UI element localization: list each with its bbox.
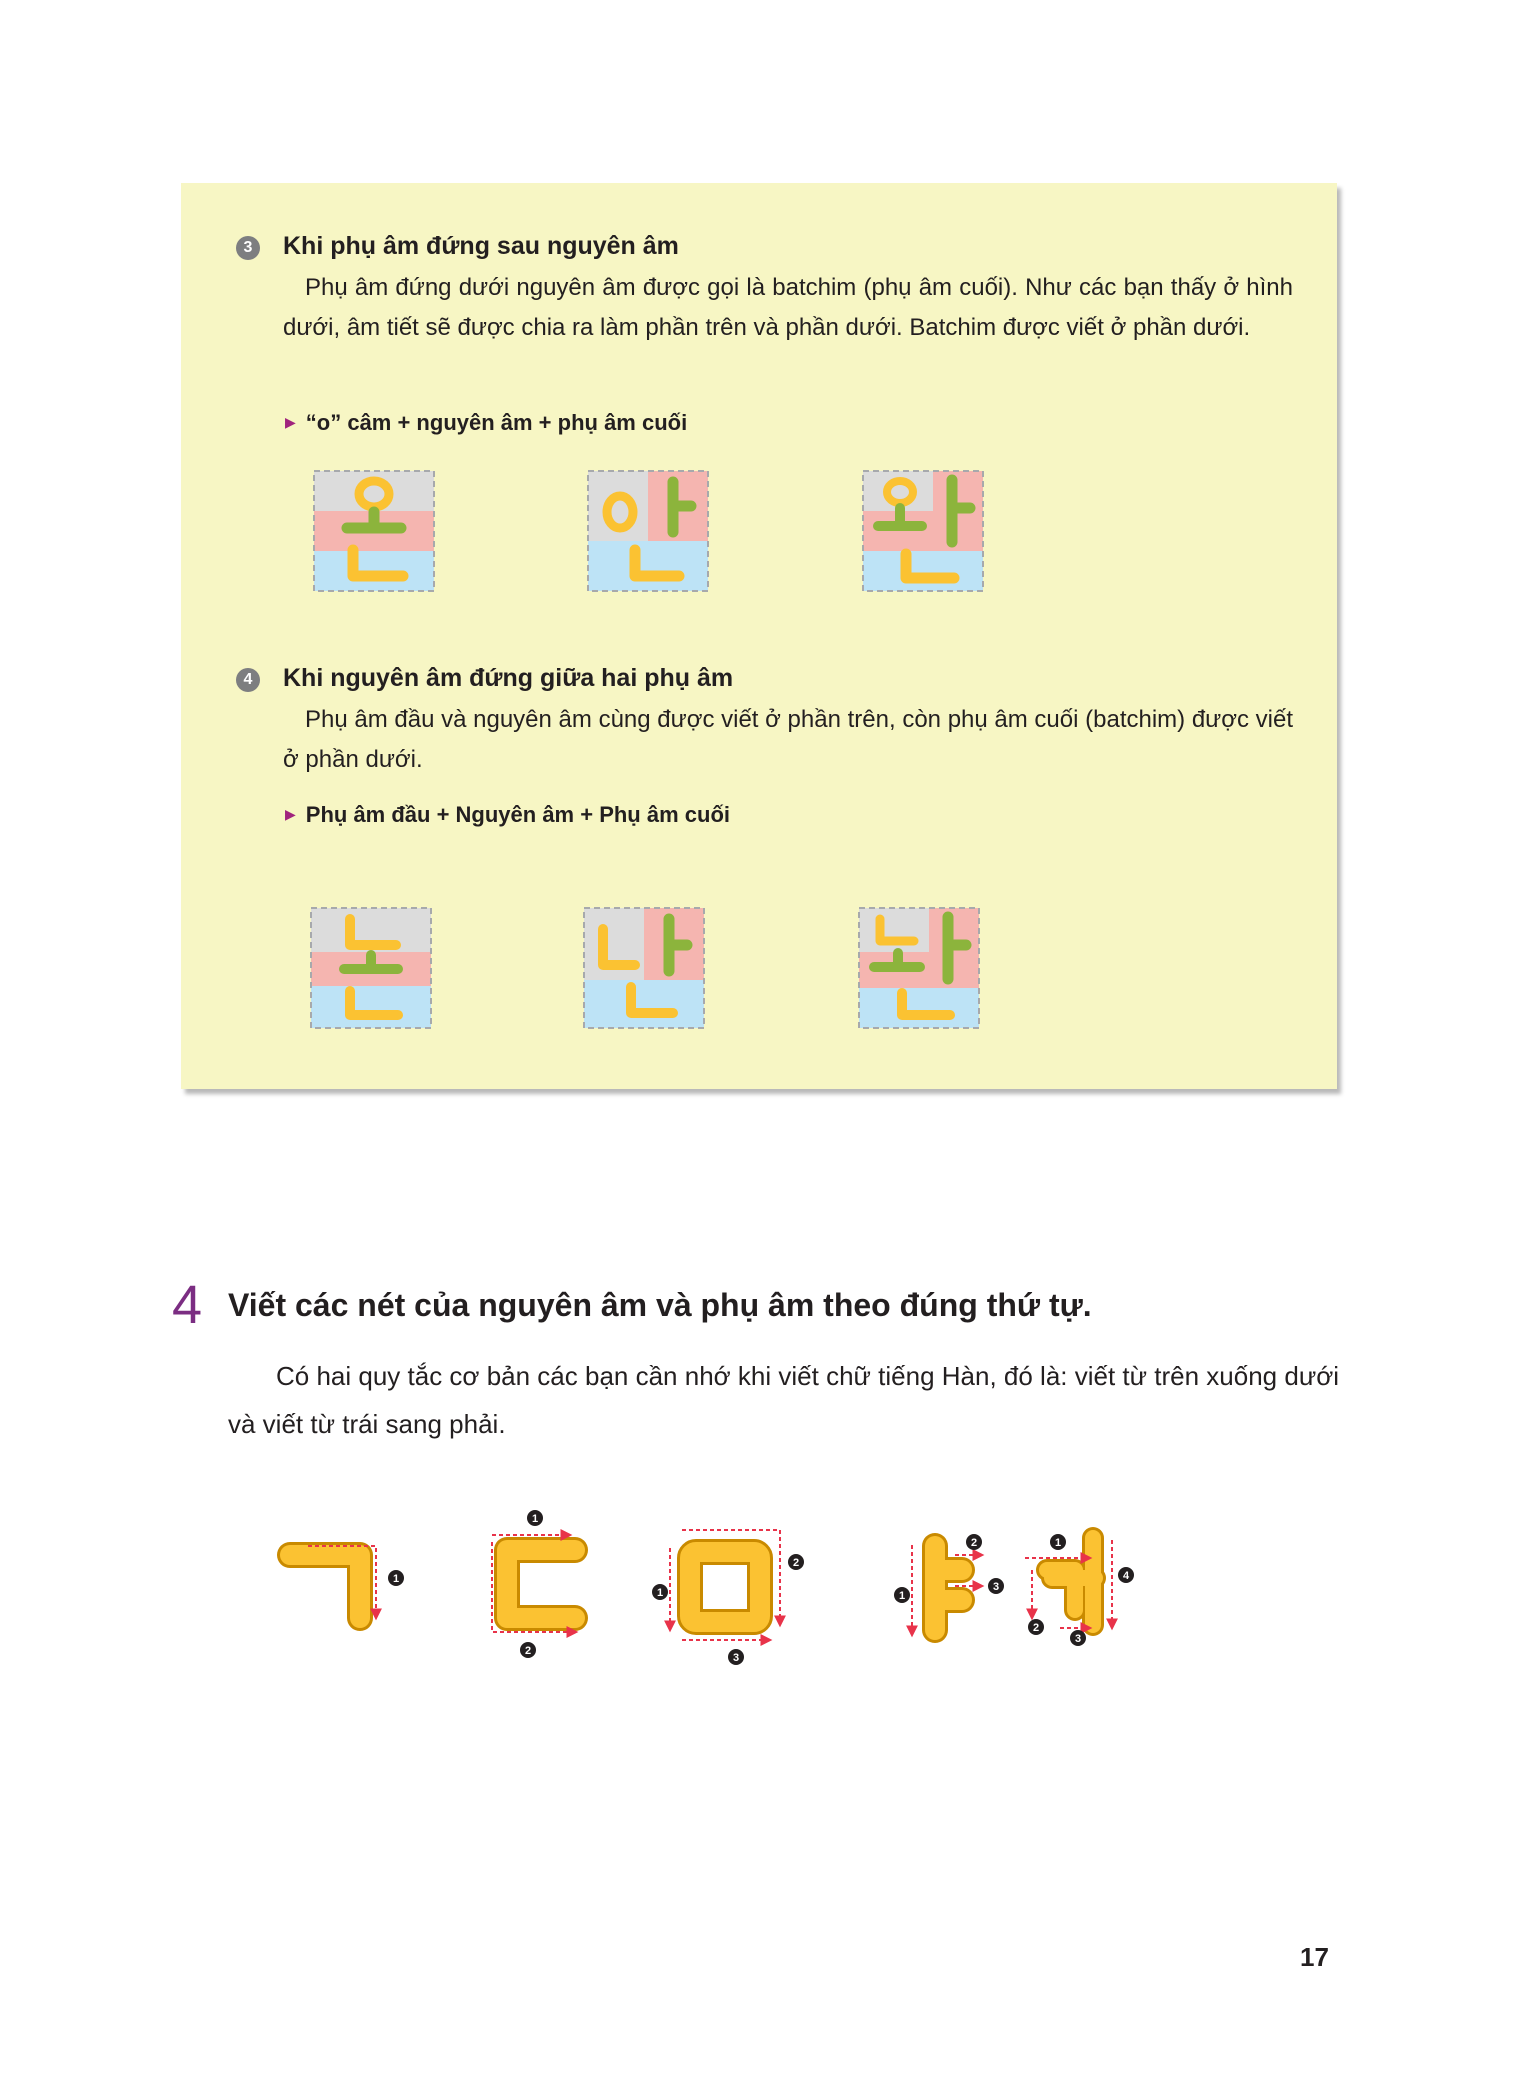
body-paragraph: Có hai quy tắc cơ bản các bạn cần nhớ khi viết chữ tiếng Hàn, đó là: viết từ trên xuống dưới và viết từ trái sang phải. bbox=[228, 1361, 1340, 1439]
svg-text:1: 1 bbox=[1054, 1537, 1062, 1549]
svg-text:3: 3 bbox=[732, 1652, 740, 1664]
syllable-diagram-wan bbox=[862, 470, 984, 592]
svg-text:1: 1 bbox=[656, 1587, 664, 1599]
svg-text:1: 1 bbox=[898, 1590, 906, 1602]
svg-text:2: 2 bbox=[792, 1557, 800, 1569]
section-paragraph: Phụ âm đầu và nguyên âm cùng được viết ở phần trên, còn phụ âm cuối (batchim) được viết ở phần dưới. bbox=[283, 706, 1293, 773]
stroke-letter-mieum bbox=[652, 1530, 804, 1665]
stroke-letter-giyeok bbox=[290, 1546, 404, 1618]
svg-text:2: 2 bbox=[524, 1645, 532, 1657]
formula-bullet bbox=[285, 802, 730, 828]
stroke-letter-ya bbox=[894, 1534, 1004, 1635]
section-number-badge: 4 bbox=[236, 668, 260, 692]
formula-text: Phụ âm đầu + Nguyên âm + Phụ âm cuối bbox=[305, 802, 730, 827]
syllable-diagram-nwan bbox=[858, 907, 980, 1029]
stroke-letter-eo bbox=[1025, 1534, 1134, 1646]
formula-bullet bbox=[285, 410, 687, 436]
svg-text:1: 1 bbox=[531, 1513, 539, 1525]
stroke-order-illustration bbox=[270, 1500, 1250, 1670]
svg-text:2: 2 bbox=[970, 1537, 978, 1549]
syllable-diagram-on bbox=[313, 470, 435, 592]
bullet-triangle-icon: ▶ bbox=[285, 806, 296, 822]
svg-text:4: 4 bbox=[1122, 1570, 1130, 1582]
syllable-diagram-an bbox=[587, 470, 709, 592]
bullet-triangle-icon: ▶ bbox=[285, 414, 296, 430]
heading-number: 4 bbox=[172, 1275, 203, 1335]
svg-text:3: 3 bbox=[992, 1581, 1000, 1593]
section-title: Khi phụ âm đứng sau nguyên âm bbox=[283, 232, 679, 260]
page-number: 17 bbox=[1300, 1942, 1329, 1972]
formula-text: “o” câm + nguyên âm + phụ âm cuối bbox=[305, 410, 688, 435]
svg-text:2: 2 bbox=[1032, 1622, 1040, 1634]
svg-text:1: 1 bbox=[392, 1573, 400, 1585]
stroke-letter-digeut bbox=[492, 1510, 576, 1658]
section-title: Khi nguyên âm đứng giữa hai phụ âm bbox=[283, 664, 734, 692]
syllable-diagram-nan bbox=[583, 907, 705, 1029]
svg-text:3: 3 bbox=[1074, 1633, 1082, 1645]
heading-title: Viết các nét của nguyên âm và phụ âm theo đúng thứ tự. bbox=[228, 1287, 1092, 1323]
syllable-diagram-non bbox=[310, 907, 432, 1029]
section-number-badge: 3 bbox=[236, 236, 260, 260]
section-paragraph: Phụ âm đứng dưới nguyên âm được gọi là batchim (phụ âm cuối). Như các bạn thấy ở hình dưới, âm tiết sẽ được chia ra làm phần trên và phần dưới. Batchim được viết ở phần dưới. bbox=[283, 274, 1293, 341]
